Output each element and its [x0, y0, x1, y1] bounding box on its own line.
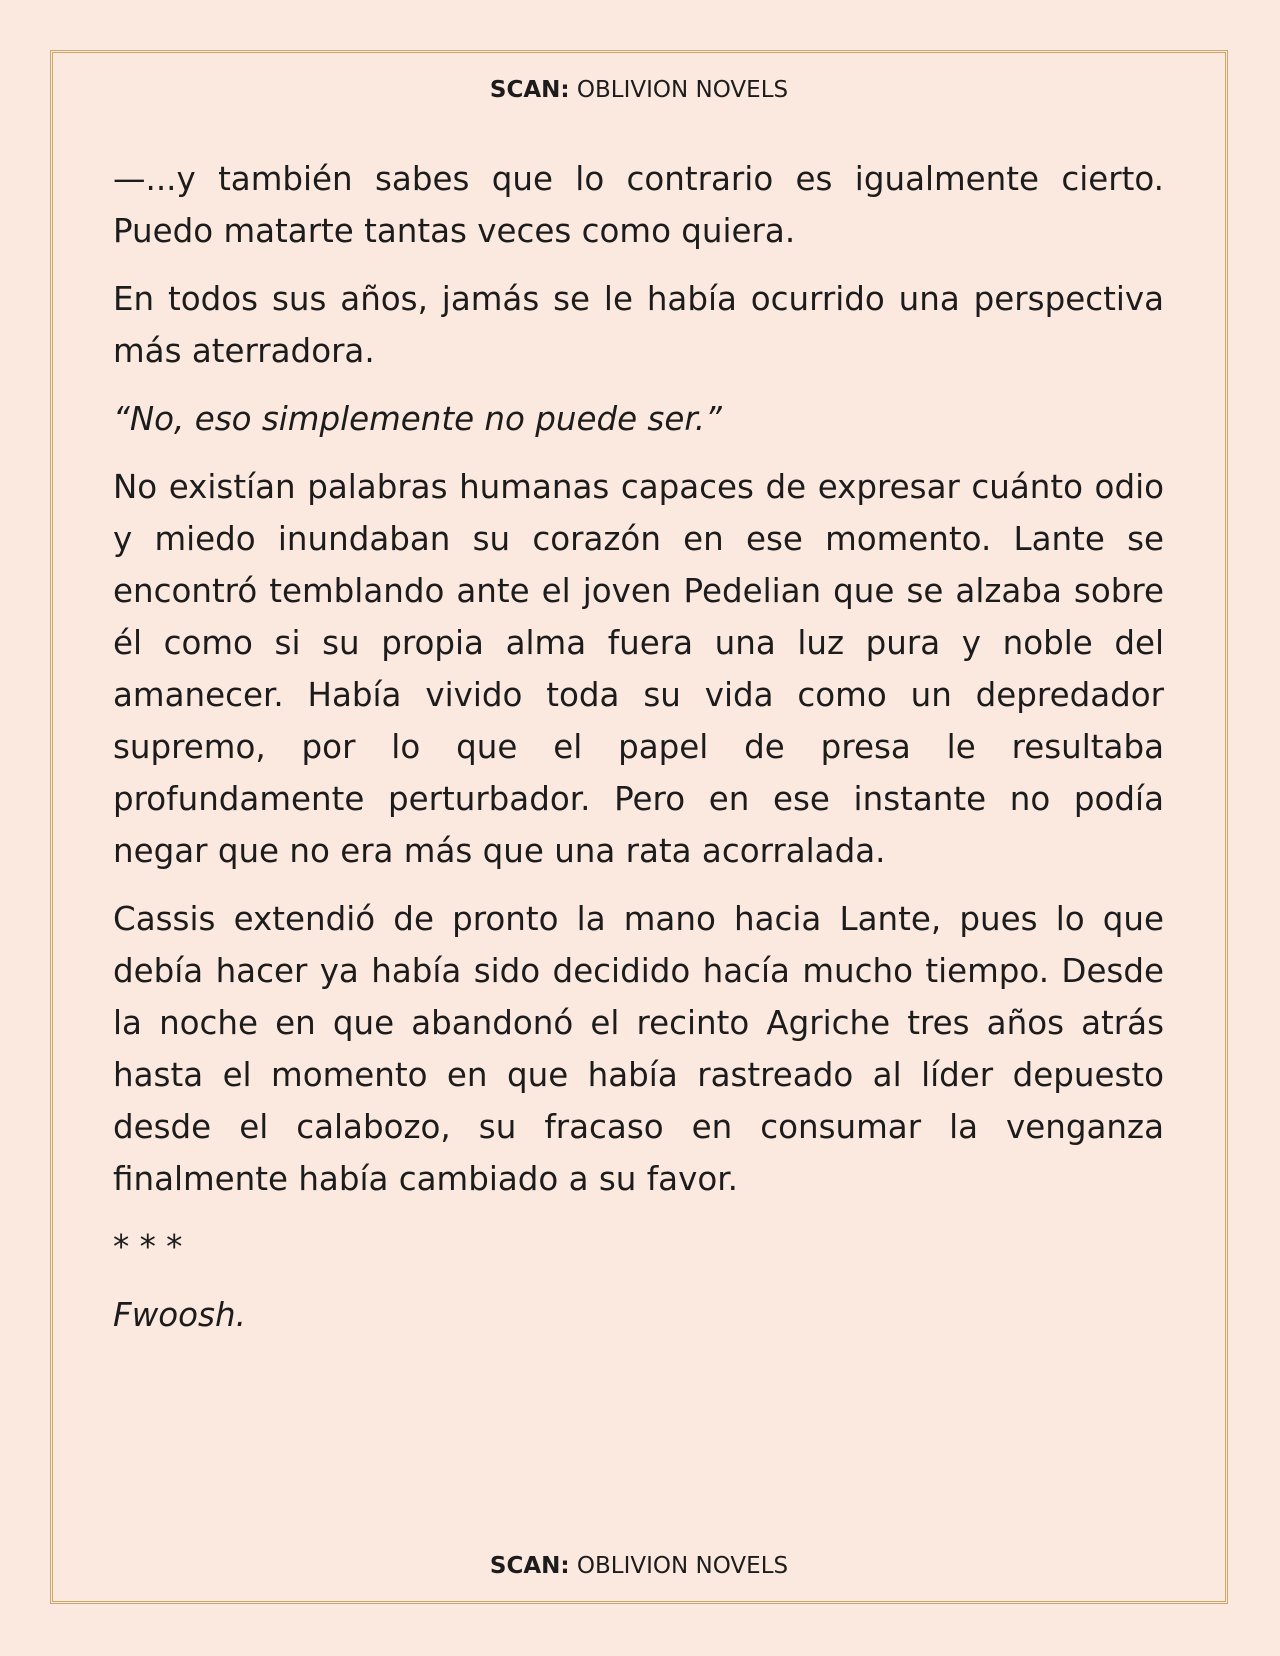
paragraph-2: En todos sus años, jamás se le había ocurrido una perspectiva más aterradora. [113, 280, 1164, 370]
chapter-text [113, 153, 1164, 1357]
footer-scan-group: OBLIVION NOVELS [576, 1553, 789, 1579]
final-line: Fwoosh. [113, 1296, 246, 1334]
scene-separator: * * * [113, 1228, 183, 1266]
paragraph-5: Cassis extendió de pronto la mano hacia Lante, pues lo que debía hacer ya había sido decidido hacía mucho tiempo. Desde la noche en que abandonó el recinto Agriche tres años atrás hasta el momento en que había rastreado al líder depuesto desde el calabozo, su fracaso en consumar la venganza finalmente había cambiado a su favor. [113, 900, 1164, 1198]
header-scan-group: OBLIVION NOVELS [576, 77, 789, 103]
paragraph-4: No existían palabras humanas capaces de expresar cuánto odio y miedo inundaban su corazón en ese momento. Lante se encontró temblando ante el joven Pedelian que se alzaba sobre él como si su propia alma fuera una luz pura y noble del amanecer. Había vivido toda su vida como un depredador supremo, por lo que el papel de presa le resultaba profundamente perturbador. Pero en ese instante no podía negar que no era más que una rata acorralada. [113, 468, 1164, 870]
page-frame [50, 50, 1228, 1604]
footer-scan-label: SCAN: [489, 1553, 570, 1579]
paragraph-1: —...y también sabes que lo contrario es igualmente cierto. Puedo matarte tantas veces como quiera. [113, 160, 1164, 250]
page-header [53, 77, 1225, 103]
page-footer [53, 1553, 1225, 1579]
header-scan-label: SCAN: [489, 77, 570, 103]
paragraph-3-thought: “No, eso simplemente no puede ser.” [113, 400, 722, 438]
